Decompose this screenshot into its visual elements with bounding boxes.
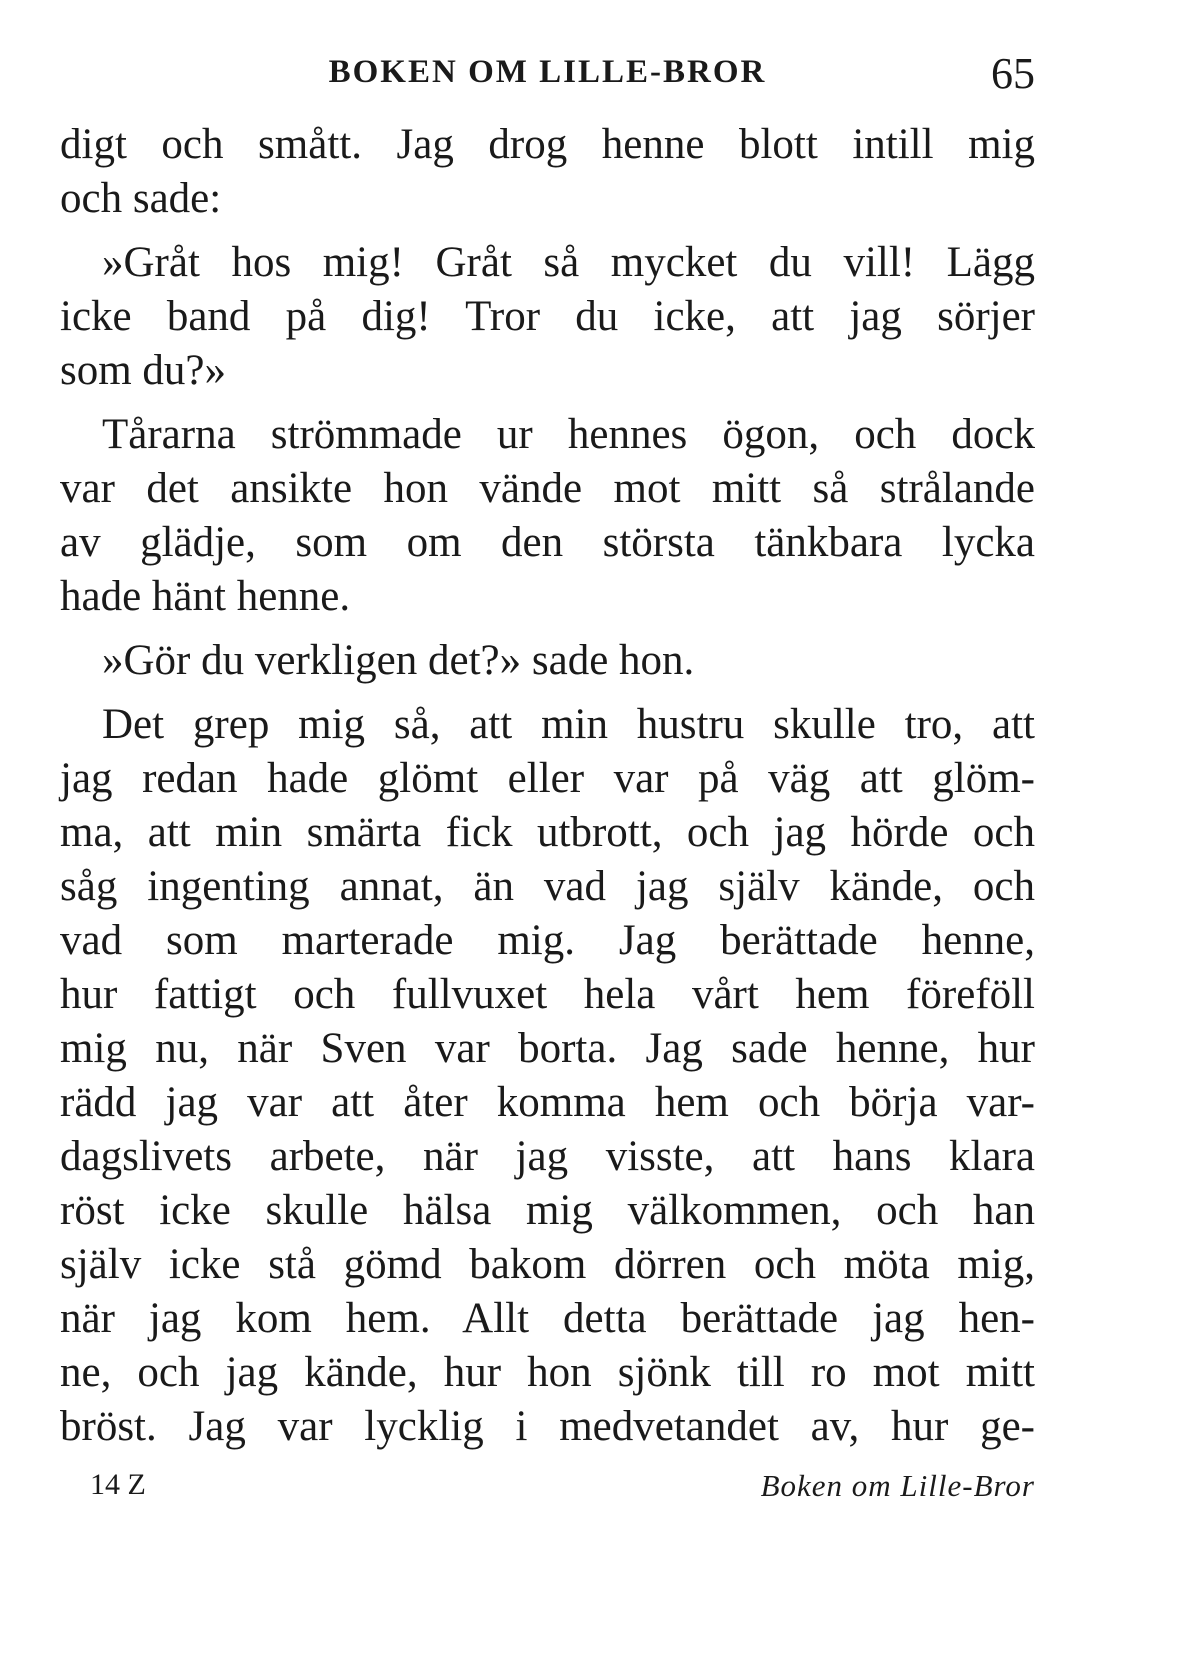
paragraph bbox=[60, 236, 1035, 398]
text-line: och sade: bbox=[60, 175, 222, 222]
paragraph bbox=[60, 634, 1035, 688]
footer-book-title: Boken om Lille-Bror bbox=[760, 1468, 1035, 1503]
running-header bbox=[60, 48, 1035, 98]
text-line: mig nu, när Sven var borta. Jag sade henne, hur bbox=[60, 1025, 1035, 1072]
text-line: ma, att min smärta fick utbrott, och jag hörde och bbox=[60, 809, 1035, 856]
text-line: hur fattigt och fullvuxet hela vårt hem föreföll bbox=[60, 971, 1035, 1018]
text-line: såg ingenting annat, än vad jag själv kände, och bbox=[60, 863, 1035, 910]
text-line: ne, och jag kände, hur hon sjönk till ro mot mitt bbox=[60, 1349, 1035, 1396]
page-footer bbox=[60, 1468, 1035, 1508]
paragraph bbox=[60, 408, 1035, 624]
text-line: Tårarna strömmade ur hennes ögon, och dock bbox=[102, 411, 1035, 458]
text-line: som du?» bbox=[60, 347, 227, 394]
text-line: »Gör du verkligen det?» sade hon. bbox=[102, 637, 695, 684]
text-line: »Gråt hos mig! Gråt så mycket du vill! Lägg bbox=[102, 239, 1035, 286]
text-line: av glädje, som om den största tänkbara lycka bbox=[60, 519, 1035, 566]
text-line: röst icke skulle hälsa mig välkommen, och han bbox=[60, 1187, 1035, 1234]
text-line: icke band på dig! Tror du icke, att jag sörjer bbox=[60, 293, 1035, 340]
signature-mark: 14 Z bbox=[90, 1468, 146, 1501]
text-line: när jag kom hem. Allt detta berättade jag hen- bbox=[60, 1295, 1035, 1342]
paragraph bbox=[60, 118, 1035, 226]
paragraph bbox=[60, 698, 1035, 1454]
page-number: 65 bbox=[991, 49, 1035, 98]
running-title: BOKEN OM LILLE-BROR bbox=[328, 54, 767, 90]
text-line: digt och smått. Jag drog henne blott intill mig bbox=[60, 121, 1035, 168]
text-line: dagslivets arbete, när jag visste, att hans klara bbox=[60, 1133, 1035, 1180]
text-line: Det grep mig så, att min hustru skulle tro, att bbox=[102, 701, 1035, 748]
text-line: hade hänt henne. bbox=[60, 573, 351, 620]
body-text bbox=[60, 118, 1035, 1454]
text-line: rädd jag var att åter komma hem och börja var- bbox=[60, 1079, 1035, 1126]
text-line: var det ansikte hon vände mot mitt så strålande bbox=[60, 465, 1035, 512]
text-line: själv icke stå gömd bakom dörren och möta mig, bbox=[60, 1241, 1035, 1288]
text-line: jag redan hade glömt eller var på väg att glöm- bbox=[60, 755, 1035, 802]
text-line: vad som marterade mig. Jag berättade henne, bbox=[60, 917, 1035, 964]
text-line: bröst. Jag var lycklig i medvetandet av, hur ge- bbox=[60, 1403, 1035, 1450]
